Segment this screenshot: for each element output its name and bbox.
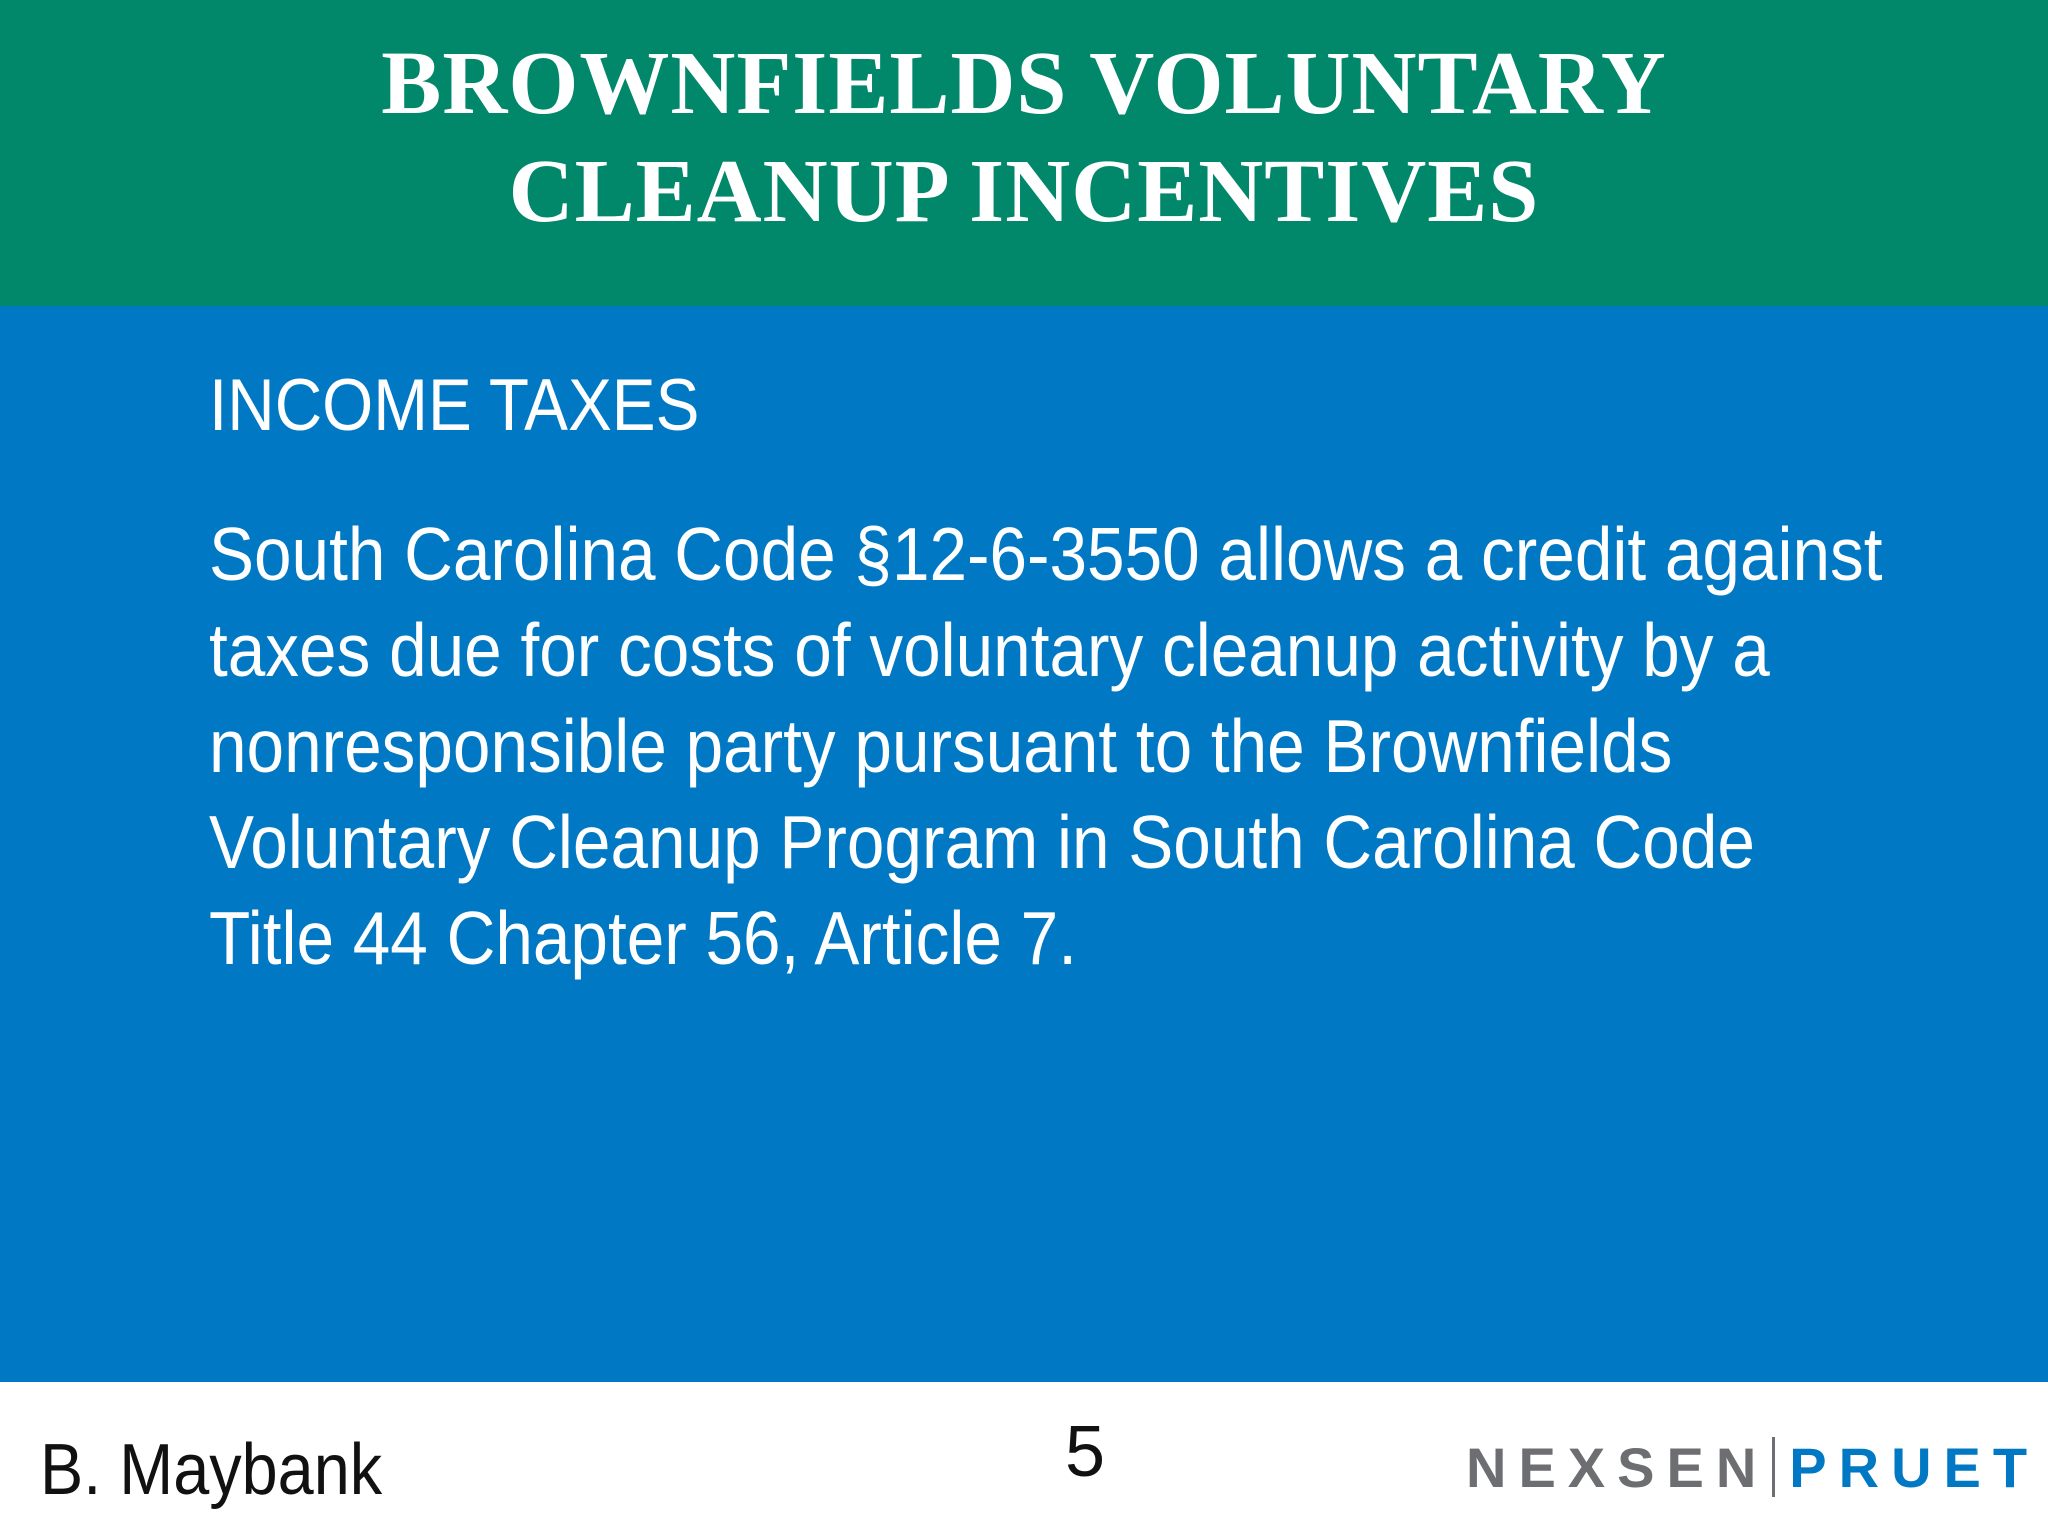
slide-title-line: CLEANUP INCENTIVES [508, 142, 1540, 241]
slide-header [0, 0, 2048, 306]
body-paragraph [209, 506, 1883, 986]
body-line: South Carolina Code §12-6-3550 allows a credit against [209, 512, 1883, 596]
company-logo [1466, 1432, 2039, 1502]
slide-content [0, 306, 2048, 1382]
section-heading: INCOME TAXES [209, 365, 700, 446]
logo-text-right: PRUET [1789, 1435, 2040, 1499]
logo-divider [1772, 1437, 1775, 1497]
page-number: 5 [1064, 1412, 1106, 1492]
slide-footer [0, 1382, 2048, 1536]
body-line: Voluntary Cleanup Program in South Carolina Code [209, 800, 1755, 884]
slide-title-line: BROWNFIELDS VOLUNTARY [381, 34, 1667, 133]
body-line: nonresponsible party pursuant to the Brownfields [209, 704, 1673, 788]
logo-text-left: NEXSEN [1466, 1435, 1769, 1499]
body-line: Title 44 Chapter 56, Article 7. [209, 896, 1077, 980]
author-name: B. Maybank [40, 1430, 383, 1510]
body-line: taxes due for costs of voluntary cleanup activity by a [209, 608, 1770, 692]
slide-title [0, 30, 2048, 246]
